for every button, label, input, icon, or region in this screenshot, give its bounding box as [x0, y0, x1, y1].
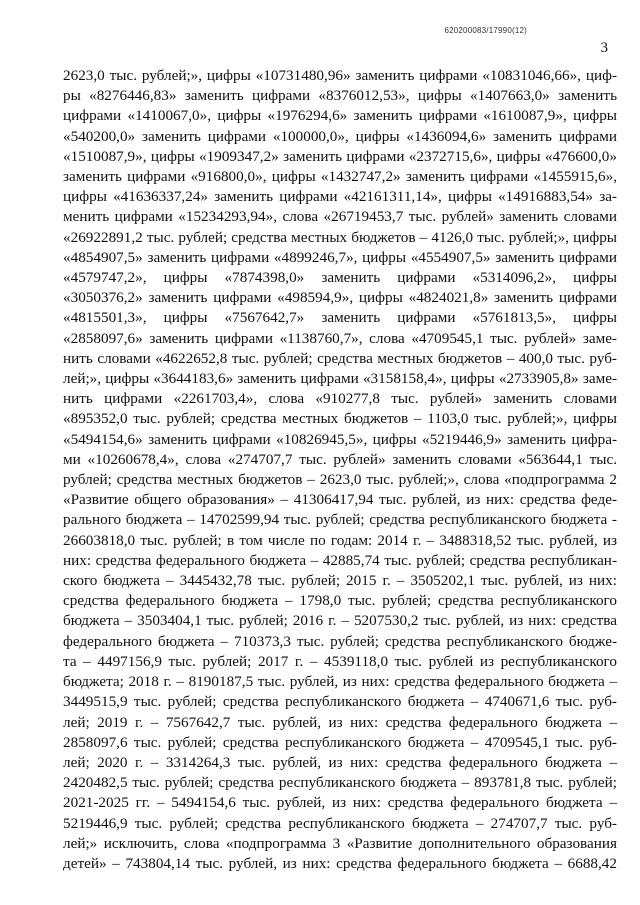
text-line: лей; 2019 г. – 7567642,7 тыс. рублей, из них: средства федерального бюджета –: [63, 713, 617, 731]
text-line: «4815501,3», цифры «7567642,7» заменить цифрами «5761813,5», цифры: [63, 309, 617, 327]
text-line: 26603818,0 тыс. рублей; в том числе по годам: 2014 г. – 3488318,52 тыс. рублей, из: [63, 531, 617, 549]
text-line: 2623,0 тыс. рублей;», цифры «10731480,96» заменить цифрами «10831046,66», циф-: [63, 67, 617, 84]
text-line: 5219446,9 тыс. рублей; средства республиканского бюджета – 274707,7 тыс. руб-: [63, 814, 617, 832]
body-text: [63, 66, 617, 874]
text-line: бюджета – 3503404,1 тыс. рублей; 2016 г. – 5207530,2 тыс. рублей, из них: средства: [63, 612, 617, 630]
text-line: «Развитие общего образования» – 41306417,94 тыс. рублей, из них: средства феде-: [63, 491, 617, 509]
text-line: «3050376,2» заменить цифрами «498594,9», цифры «4824021,8» заменить цифрами: [63, 289, 617, 307]
text-line: 3449515,9 тыс. рублей; средства республиканского бюджета – 4740671,6 тыс. руб-: [63, 693, 617, 711]
text-line: «4854907,5» заменить цифрами «4899246,7», цифры «4554907,5» заменить цифрами: [63, 248, 617, 266]
text-line: лей; 2020 г. – 3314264,3 тыс. рублей, из них: средства федерального бюджета –: [63, 753, 617, 771]
text-line: цифры «41636337,24» заменить цифрами «42161311,14», цифры «14916883,54» за-: [63, 188, 617, 206]
text-line: нить словами «4622652,8 тыс. рублей; средства местных бюджетов – 400,0 тыс. руб-: [63, 349, 617, 367]
text-line: ми «10260678,4», слова «274707,7 тыс. рублей» заменить словами «563644,1 тыс.: [63, 450, 617, 468]
text-line: 2420482,5 тыс. рублей; средства республиканского бюджета – 893781,8 тыс. рублей;: [63, 774, 617, 792]
text-line: цифрами «1410067,0», цифры «1976294,6» заменить цифрами «1610087,9», цифры: [63, 107, 617, 125]
text-line: них: средства федерального бюджета – 42885,74 тыс. рублей; средства республикан-: [63, 551, 617, 569]
text-line: «26922891,2 тыс. рублей; средства местных бюджетов – 4126,0 тыс. рублей;», цифры: [63, 228, 617, 246]
text-line: «1510087,9», цифры «1909347,2» заменить цифрами «2372715,6», цифры «476600,0»: [63, 147, 617, 165]
text-line: «4579747,2», цифры «7874398,0» заменить цифрами «5314096,2», цифры: [63, 269, 617, 287]
text-line: 2021-2025 гг. – 5494154,6 тыс. рублей, из них: средства федерального бюджета –: [63, 794, 617, 812]
text-line: рублей; средства местных бюджетов – 2623,0 тыс. рублей;», слова «подпрограмма 2: [63, 471, 617, 489]
text-line: средства федерального бюджета – 1798,0 тыс. рублей; средства республиканского: [63, 592, 617, 610]
text-line: «895352,0 тыс. рублей; средства местных бюджетов – 1103,0 тыс. рублей;», цифры: [63, 410, 617, 428]
text-line: ского бюджета – 3445432,78 тыс. рублей; 2015 г. – 3505202,1 тыс. рублей, из них:: [63, 572, 617, 590]
text-line: бюджета; 2018 г. – 8190187,5 тыс. рублей, из них: средства федерального бюджета –: [63, 673, 617, 691]
text-line: детей» – 743804,14 тыс. рублей, из них: средства федерального бюджета – 6688,42: [63, 854, 617, 872]
text-line: 2858097,6 тыс. рублей; средства республиканского бюджета – 4709545,1 тыс. руб-: [63, 733, 617, 751]
text-line: заменить цифрами «916800,0», цифры «1432747,2» заменить цифрами «1455915,6»,: [63, 168, 617, 186]
text-line: лей;» исключить, слова «подпрограмма 3 «Развитие дополнительного образования: [63, 834, 617, 852]
text-line: «540200,0» заменить цифрами «100000,0», цифры «1436094,6» заменить цифрами: [63, 127, 617, 145]
text-line: лей;», цифры «3644183,6» заменить цифрами «3158158,4», цифры «2733905,8» заме-: [63, 370, 617, 388]
text-line: менить цифрами «15234293,94», слова «26719453,7 тыс. рублей» заменить словами: [63, 208, 617, 226]
text-line: федерального бюджета – 710373,3 тыс. рублей; средства республиканского бюдже-: [63, 632, 617, 650]
text-line: нить цифрами «2261703,4», слова «910277,8 тыс. рублей» заменить словами: [63, 390, 617, 408]
text-line: та – 4497156,9 тыс. рублей; 2017 г. – 4539118,0 тыс. рублей из республиканского: [63, 652, 617, 670]
text-line: рального бюджета – 14702599,94 тыс. рублей; средства республиканского бюджета -: [63, 511, 617, 529]
text-line: «5494154,6» заменить цифрами «10826945,5», цифры «5219446,9» заменить цифра-: [63, 430, 617, 448]
document-id-header: 620200083/17990(12): [444, 26, 527, 35]
text-line: ры «8276446,83» заменить цифрами «8376012,53», цифры «1407663,0» заменить: [63, 87, 617, 105]
page-number: 3: [600, 40, 608, 56]
text-line: «2858097,6» заменить цифрами «1138760,7», слова «4709545,1 тыс. рублей» заме-: [63, 329, 617, 347]
